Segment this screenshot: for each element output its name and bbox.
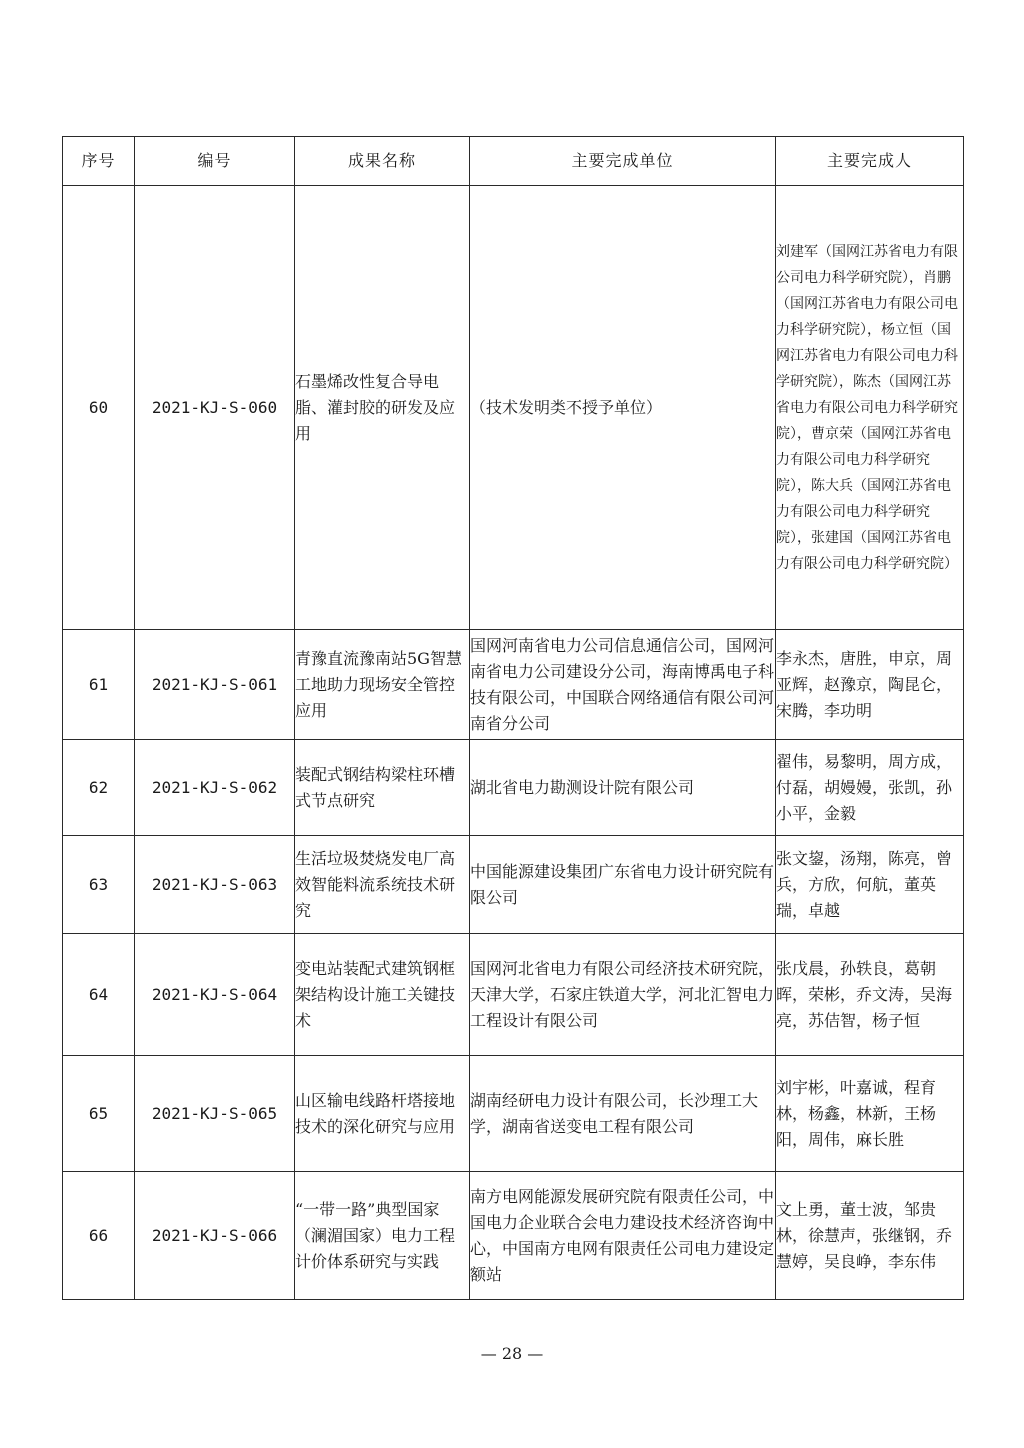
header-code: 编号: [135, 137, 295, 186]
page-number: — 28 —: [480, 1344, 544, 1363]
row-code: 2021-KJ-S-063: [135, 836, 295, 934]
table-row: [63, 186, 964, 630]
row-name: 青豫直流豫南站5G智慧工地助力现场安全管控应用: [295, 648, 462, 720]
row-people: 张戊晨，孙轶良，葛朝晖，荣彬，乔文涛，吴海亮，苏佶智，杨子恒: [776, 958, 953, 1030]
row-num: 66: [63, 1172, 135, 1300]
header-unit: 主要完成单位: [470, 137, 776, 186]
row-name: 变电站装配式建筑钢框架结构设计施工关键技术: [295, 958, 456, 1030]
table-row: [63, 836, 964, 934]
row-unit: 国网河北省电力有限公司经济技术研究院，天津大学，石家庄铁道大学，河北汇智电力工程设计有限公司: [470, 958, 775, 1030]
row-code: 2021-KJ-S-066: [135, 1172, 295, 1300]
row-people: 刘宇彬，叶嘉诚，程育林，杨鑫，林新，王杨阳，周伟，麻长胜: [776, 1077, 937, 1149]
header-people: 主要完成人: [776, 137, 964, 186]
table-row: [63, 740, 964, 836]
row-people: 刘建军（国网江苏省电力有限公司电力科学研究院），肖鹏（国网江苏省电力有限公司电力科学研究院），杨立恒（国网江苏省电力有限公司电力科学研究院），陈杰（国网江苏省电力有限公司电力科学研究院），曹京荣（国网江苏省电力有限公司电力科学研究院），陈大兵（国网江苏省电力有限公司电力科学研究院），张建国（国网江苏省电力有限公司电力科学研究院）: [776, 243, 958, 572]
row-people: 翟伟，易黎明，周方成，付磊，胡嫚嫚，张凯，孙小平，金毅: [776, 751, 953, 823]
table-row: [63, 1056, 964, 1172]
row-name: 石墨烯改性复合导电脂、灌封胶的研发及应用: [295, 371, 456, 443]
table-row: [63, 934, 964, 1056]
header-name: 成果名称: [295, 137, 470, 186]
row-num: 62: [63, 740, 135, 836]
header-num: 序号: [63, 137, 135, 186]
row-code: 2021-KJ-S-062: [135, 740, 295, 836]
table-row: [63, 630, 964, 740]
row-unit: 南方电网能源发展研究院有限责任公司，中国电力企业联合会电力建设技术经济咨询中心，中国南方电网有限责任公司电力建设定额站: [470, 1186, 775, 1284]
row-num: 65: [63, 1056, 135, 1172]
header-row: [63, 137, 964, 186]
row-name: 山区输电线路杆塔接地技术的深化研究与应用: [295, 1090, 456, 1136]
row-unit: 湖北省电力勘测设计院有限公司: [470, 777, 695, 797]
row-people: 文上勇，董士波，邹贵林，徐慧声，张继钢，乔慧婷，吴良峥，李东伟: [776, 1199, 953, 1271]
row-unit: （技术发明类不授予单位）: [470, 397, 663, 417]
row-name: “一带一路”典型国家（澜湄国家）电力工程计价体系研究与实践: [295, 1199, 456, 1271]
row-people: 张文鋆，汤翔，陈亮，曾兵，方欣，何航，董英瑞，卓越: [776, 848, 953, 920]
row-num: 61: [63, 630, 135, 740]
row-code: 2021-KJ-S-064: [135, 934, 295, 1056]
row-name: 装配式钢结构梁柱环槽式节点研究: [295, 764, 456, 810]
row-code: 2021-KJ-S-061: [135, 630, 295, 740]
row-unit: 国网河南省电力公司信息通信公司，国网河南省电力公司建设分公司，海南博禹电子科技有限公司，中国联合网络通信有限公司河南省分公司: [470, 635, 775, 733]
row-num: 63: [63, 836, 135, 934]
row-code: 2021-KJ-S-065: [135, 1056, 295, 1172]
row-num: 64: [63, 934, 135, 1056]
table-row: [63, 1172, 964, 1300]
row-num: 60: [63, 186, 135, 630]
results-table: [62, 136, 964, 1300]
row-code: 2021-KJ-S-060: [135, 186, 295, 630]
row-name: 生活垃圾焚烧发电厂高效智能料流系统技术研究: [295, 848, 456, 920]
row-people: 李永杰，唐胜，申京，周亚辉，赵豫京，陶昆仑，宋腾，李功明: [776, 648, 953, 720]
row-unit: 中国能源建设集团广东省电力设计研究院有限公司: [470, 861, 775, 907]
row-unit: 湖南经研电力设计有限公司，长沙理工大学，湖南省送变电工程有限公司: [470, 1090, 759, 1136]
